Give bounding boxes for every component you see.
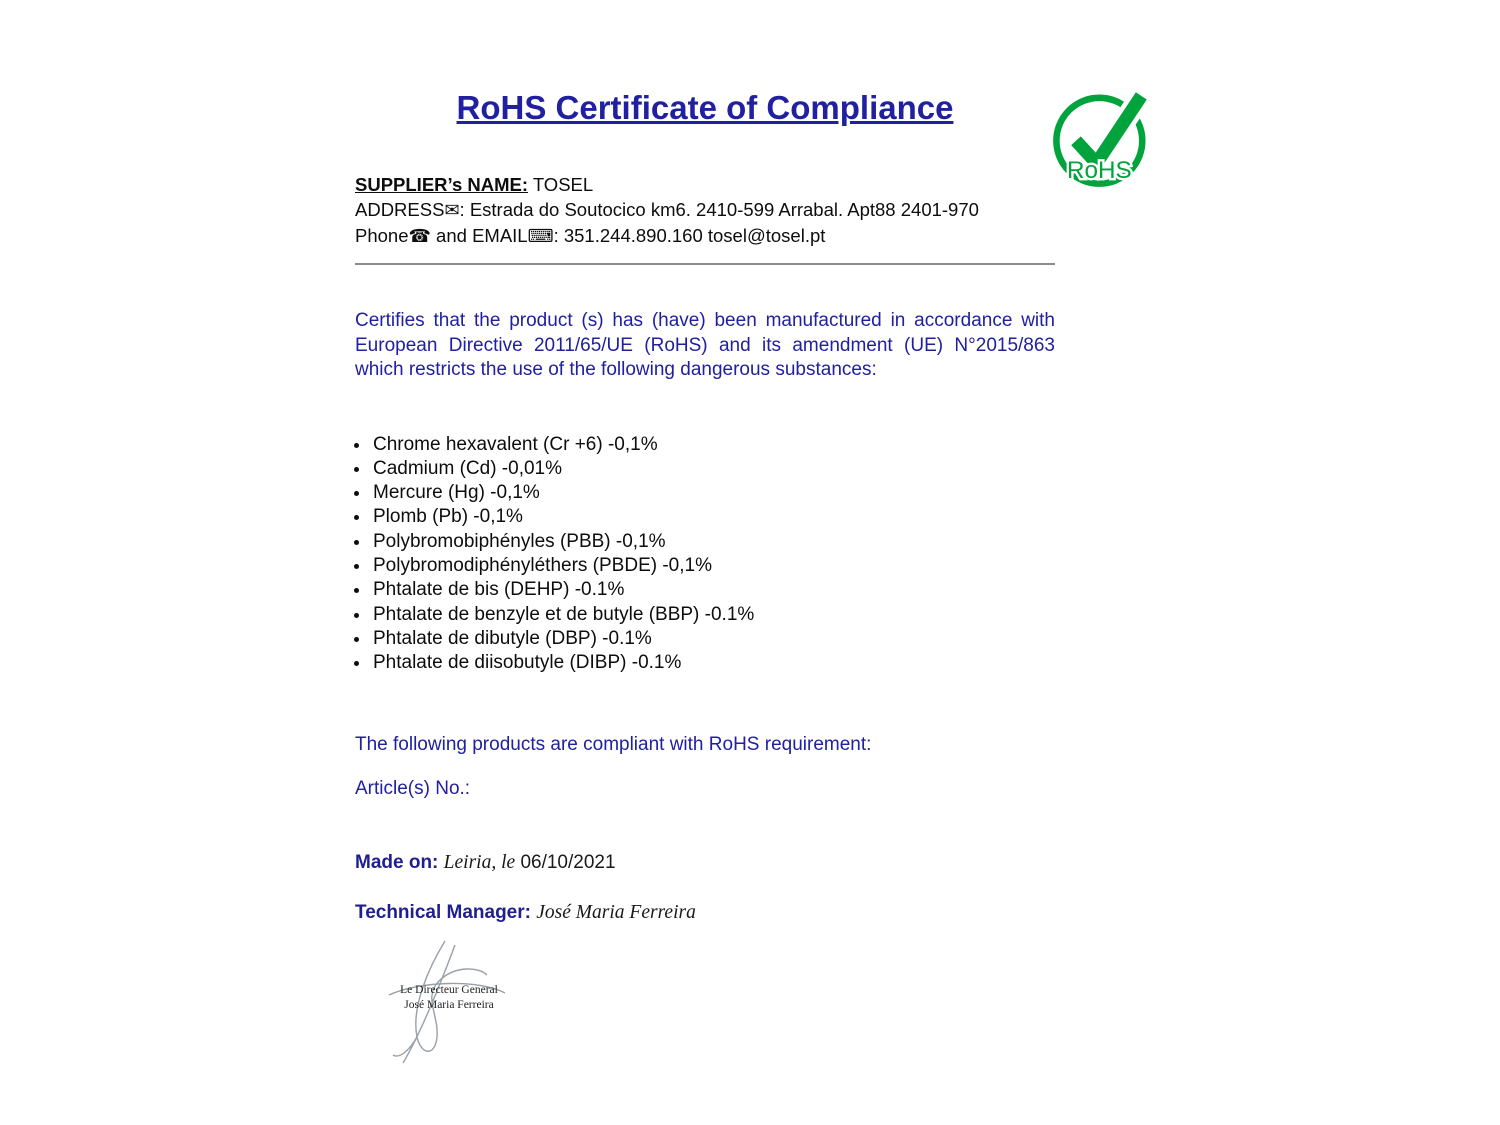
supplier-block [355, 172, 1055, 249]
phone-email-line [355, 223, 1055, 249]
supplier-name-label: SUPPLIER’s NAME: [355, 174, 529, 195]
made-on-label: Made on: [355, 852, 439, 874]
substance-item: • Phtalate de dibutyle (DBP) -0.1% [371, 627, 1055, 651]
articles-label: Article(s) No.: [355, 778, 471, 800]
computer-icon: ⌨ [527, 226, 554, 246]
substance-item: • Plomb (Pb) -0,1% [371, 505, 1055, 529]
technical-manager-name: José Maria Ferreira [536, 902, 696, 924]
document-title: RoHS Certificate of Compliance [456, 89, 954, 126]
substance-item: • Phtalate de diisobutyle (DIBP) -0.1% [371, 651, 1055, 675]
substance-item: • Polybromobiphényles (PBB) -0,1% [371, 530, 1055, 554]
signature [359, 937, 529, 1069]
technical-manager-label: Technical Manager: [355, 902, 531, 924]
substances-list [355, 433, 1055, 676]
made-on-place: Leiria, le [443, 852, 516, 874]
substance-item: • Polybromodiphényléthers (PBDE) -0,1% [371, 554, 1055, 578]
rohs-logo-graphic [1048, 80, 1160, 194]
document-body [355, 86, 1055, 1069]
divider [355, 263, 1055, 265]
signature-text [381, 983, 517, 1013]
phone-label: Phone [355, 225, 409, 246]
address-line [355, 197, 1055, 223]
technical-manager-line [355, 901, 1055, 925]
substance-item: • Phtalate de benzyle et de butyle (BBP) -0.1% [371, 603, 1055, 627]
supplier-name-line [355, 172, 1055, 197]
made-on-line [355, 851, 1055, 875]
made-on-date: 06/10/2021 [520, 852, 616, 874]
phone-icon: ☎ [408, 226, 431, 246]
substance-item: • Chrome hexavalent (Cr +6) -0,1% [371, 433, 1055, 457]
envelope-icon: ✉ [444, 200, 460, 220]
address-value: : Estrada do Soutocico km6. 2410-599 Arrabal. Apt88 2401-970 [459, 199, 979, 220]
compliance-statement: The following products are compliant with RoHS requirement: [355, 734, 872, 756]
substance-item: • Cadmium (Cd) -0,01% [371, 457, 1055, 481]
rohs-logo [1048, 80, 1160, 194]
signature-text-line1: Le Directeur General [400, 984, 498, 997]
and-email-label: and EMAIL [430, 225, 528, 246]
address-label: ADDRESS [355, 199, 445, 220]
certifies-paragraph: Certifies that the product (s) has (have) been manufactured in accordance with European Directive 2011/65/UE (RoHS) and its amendment (UE) N°2015/863 which restricts the use of the following dangerous substances: [355, 310, 1055, 380]
phone-email-value: : 351.244.890.160 tosel@tosel.pt [553, 225, 826, 246]
supplier-name-value: TOSEL [532, 174, 594, 195]
signature-text-line2: José Maria Ferreira [404, 999, 494, 1012]
substance-item: • Mercure (Hg) -0,1% [371, 481, 1055, 505]
rohs-logo-label: RoHS [1066, 157, 1132, 185]
substance-item: • Phtalate de bis (DEHP) -0.1% [371, 578, 1055, 602]
